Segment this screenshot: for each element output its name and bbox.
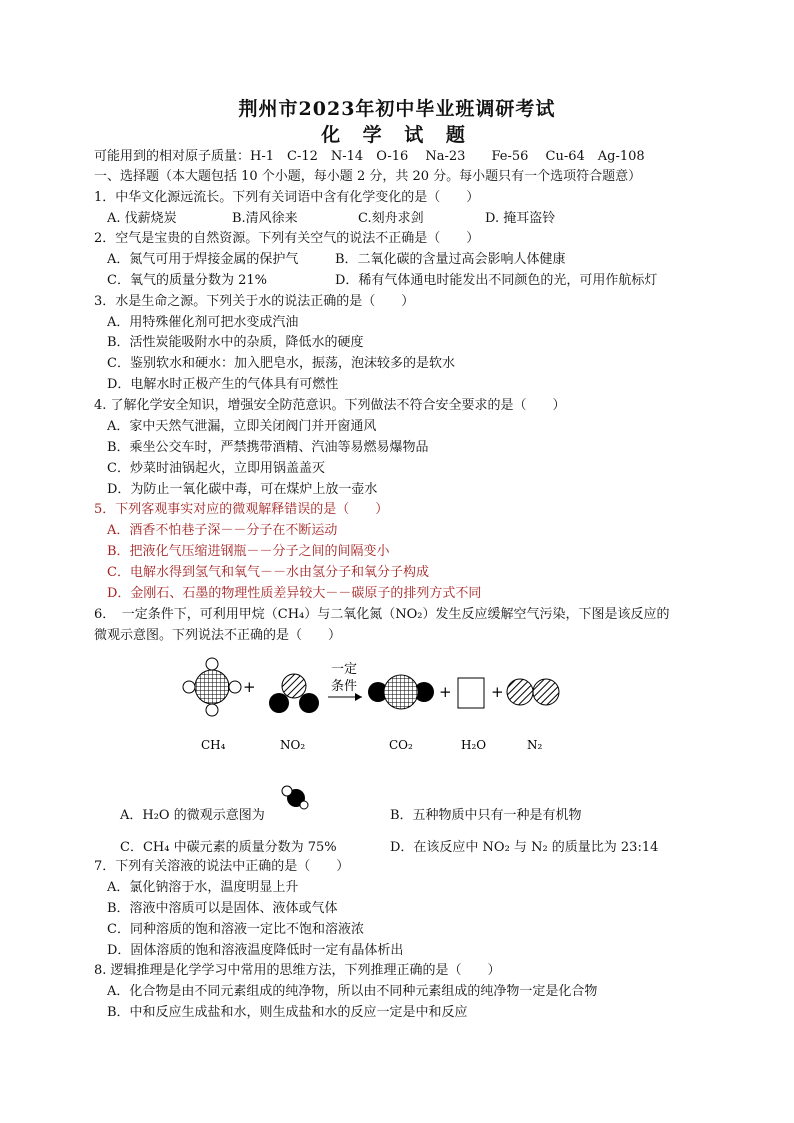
q4-option-a: A．家中天然气泄漏，立即关闭阀门并开窗通风 — [107, 419, 377, 434]
q2-option-d: D．稀有气体通电时能发出不同颜色的光，可用作航标灯 — [335, 273, 658, 288]
h2o-molecule-icon — [280, 782, 310, 810]
q2-option-b: B．二氧化碳的含量过高会影响人体健康 — [335, 252, 566, 267]
q2-stem: 2．空气是宝贵的自然资源。下列有关空气的说法不正确是（ ） — [94, 231, 480, 246]
q7-option-d: D．固体溶质的饱和溶液温度降低时一定有晶体析出 — [107, 943, 404, 958]
q6-stem-line1: 6． 一定条件下，可利用甲烷（CH₄）与二氧化氮（NO₂）发生反应缓解空气污染，下图是该反应的 — [94, 607, 670, 622]
label-no2: NO₂ — [280, 738, 306, 752]
label-ch4: CH₄ — [201, 738, 226, 752]
q1-option-c: C.刻舟求剑 — [358, 211, 424, 226]
reaction-diagram — [0, 650, 794, 770]
q5-option-d: D．金刚石、石墨的物理性质差异较大－－碳原子的排列方式不同 — [107, 586, 482, 601]
q7-option-c: C．同种溶质的饱和溶液一定比不饱和溶液浓 — [107, 922, 364, 937]
plus-sign-2: + — [439, 683, 452, 701]
condition-top: 一定 — [331, 662, 358, 677]
q7-option-b: B．溶液中溶质可以是固体、液体或气体 — [107, 901, 338, 916]
q4-option-b: B．乘坐公交车时，严禁携带酒精、汽油等易燃易爆物品 — [107, 440, 429, 455]
q7-option-a: A．氯化钠溶于水，温度明显上升 — [107, 880, 299, 895]
q5-stem: 5．下列客观事实对应的微观解释错误的是（ ） — [94, 502, 389, 517]
label-h2o: H₂O — [461, 738, 487, 752]
q8-option-a: A．化合物是由不同元素组成的纯净物，所以由不同种元素组成的纯净物一定是化合物 — [107, 984, 598, 999]
q6-option-c: C．CH₄ 中碳元素的质量分数为 75% — [120, 840, 337, 855]
q4-option-c: C．炒菜时油锅起火，立即用锅盖盖灭 — [107, 461, 325, 476]
q2-option-a: A．氮气可用于焊接金属的保护气 — [107, 252, 299, 267]
h2o-placeholder-box — [458, 678, 484, 708]
q6-option-a: A．H₂O 的微观示意图为 — [120, 808, 265, 823]
q7-stem: 7．下列有关溶液的说法中正确的是（ ） — [94, 859, 350, 874]
q8-option-b: B．中和反应生成盐和水，则生成盐和水的反应一定是中和反应 — [107, 1005, 468, 1020]
q1-option-d: D. 掩耳盗铃 — [485, 211, 556, 226]
no2-molecule-icon — [269, 674, 319, 713]
q3-option-a: A．用特殊催化剂可把水变成汽油 — [107, 315, 299, 330]
q1-option-a: A. 伐薪烧炭 — [107, 211, 177, 226]
q6-option-d: D．在该反应中 NO₂ 与 N₂ 的质量比为 23:14 — [390, 840, 659, 855]
q8-stem: 8. 逻辑推理是化学学习中常用的思维方法，下列推理正确的是（ ） — [94, 963, 501, 978]
exam-subtitle: 化 学 试 题 — [321, 124, 473, 146]
condition-bottom: 条件 — [331, 679, 358, 694]
q1-stem: 1．中华文化源远流长。下列有关词语中含有化学变化的是（ ） — [94, 190, 480, 205]
q2-option-c: C．氧气的质量分数为 21% — [107, 273, 267, 288]
plus-sign-1: + — [243, 678, 256, 696]
q4-option-d: D．为防止一氧化碳中毒，可在煤炉上放一壶水 — [107, 482, 378, 497]
atomic-masses: 可能用到的相对原子质量：H-1 C-12 N-14 O-16 Na-23 Fe-56 Cu-64 Ag-108 — [94, 149, 645, 164]
n2-molecule-icon — [507, 679, 559, 705]
q3-stem: 3．水是生命之源。下列关于水的说法正确的是（ ） — [94, 294, 415, 309]
q3-option-c: C．鉴别软水和硬水：加入肥皂水，振荡，泡沫较多的是软水 — [107, 356, 455, 371]
q6-option-b: B．五种物质中只有一种是有机物 — [390, 808, 582, 823]
section-heading: 一、选择题（本大题包括 10 个小题，每小题 2 分，共 20 分。每小题只有一个选项符合题意） — [94, 169, 642, 184]
exam-title: 荆州市2023年初中毕业班调研考试 — [238, 98, 556, 120]
q6-stem-line2: 微观示意图。下列说法不正确的是（ ） — [94, 628, 342, 643]
ch4-molecule-icon — [183, 658, 241, 716]
reaction-arrow-icon — [328, 693, 362, 701]
q4-stem: 4. 了解化学安全知识，增强安全防范意识。下列做法不符合安全要求的是（ ） — [94, 398, 566, 413]
q5-option-c: C．电解水得到氢气和氧气－－水由氢分子和氧分子构成 — [107, 565, 429, 580]
q3-option-b: B．活性炭能吸附水中的杂质，降低水的硬度 — [107, 335, 364, 350]
label-co2: CO₂ — [389, 738, 413, 752]
label-n2: N₂ — [527, 738, 543, 752]
co2-molecule-icon — [368, 675, 434, 709]
q5-option-b: B．把液化气压缩进钢瓶－－分子之间的间隔变小 — [107, 544, 390, 559]
q5-option-a: A．酒香不怕巷子深－－分子在不断运动 — [107, 523, 338, 538]
plus-sign-3: + — [491, 683, 504, 701]
q3-option-d: D．电解水时正极产生的气体具有可燃性 — [107, 377, 339, 392]
q1-option-b: B.清风徐来 — [232, 211, 298, 226]
